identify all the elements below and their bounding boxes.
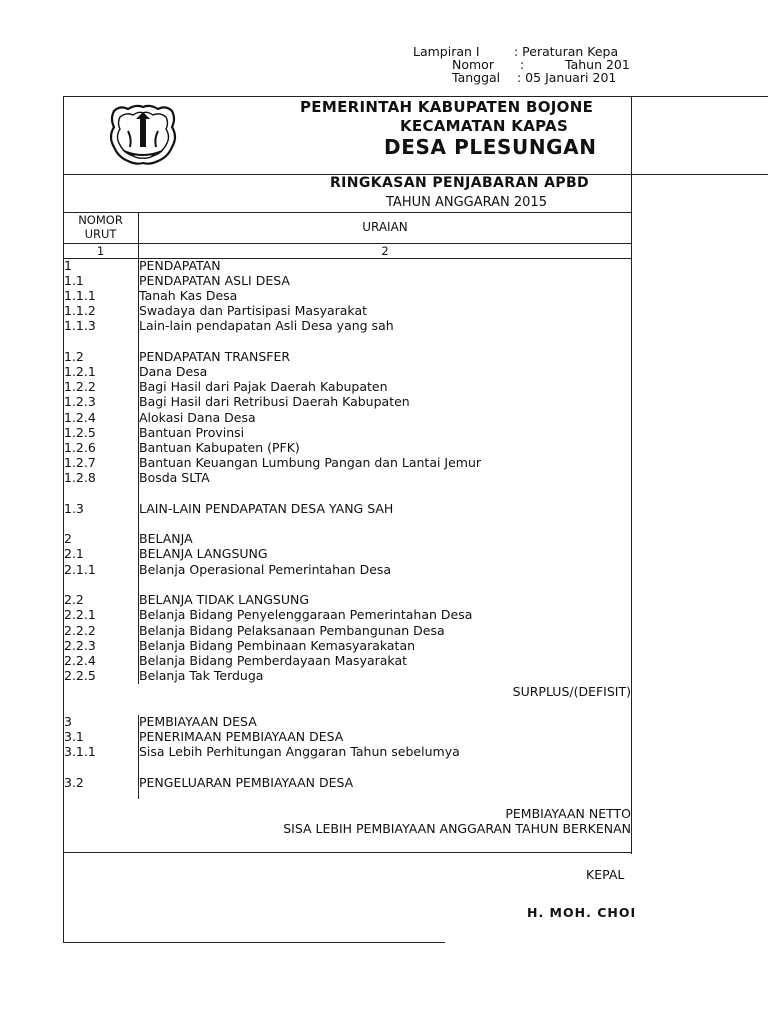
column-header-number-line1: NOMOR xyxy=(78,213,123,227)
row-description: PENDAPATAN ASLI DESA xyxy=(139,273,290,288)
row-description: PENGELUARAN PEMBIAYAAN DESA xyxy=(139,775,354,790)
row-description: Bantuan Keuangan Lumbung Pangan dan Lantai Jemur xyxy=(139,455,482,470)
table-top-border xyxy=(63,212,631,213)
nomor-colon: : xyxy=(520,57,525,72)
row-code: 2 xyxy=(64,531,72,546)
row-code: 3.2 xyxy=(64,775,84,790)
row-code: 2.2.4 xyxy=(64,653,96,668)
surplus-deficit-label: SURPLUS/(DEFISIT) xyxy=(512,684,631,699)
row-description: Bagi Hasil dari Retribusi Daerah Kabupaten xyxy=(139,394,410,409)
row-code: 1.2.5 xyxy=(64,425,96,440)
table-row xyxy=(0,501,768,516)
table-row xyxy=(0,470,768,485)
table-row xyxy=(0,258,768,273)
tanggal-label: Tanggal xyxy=(452,70,501,85)
row-description: Alokasi Dana Desa xyxy=(139,410,256,425)
row-description: BELANJA LANGSUNG xyxy=(139,546,268,561)
table-row xyxy=(0,714,768,729)
document-title: RINGKASAN PENJABARAN APBD xyxy=(330,175,590,191)
column-header-number-line2: URUT xyxy=(84,227,117,241)
lampiran-value: : Peraturan Kepa xyxy=(514,44,619,59)
row-code: 2.2.2 xyxy=(64,623,96,638)
row-code: 1.1.1 xyxy=(64,288,96,303)
silpa-label: SISA LEBIH PEMBIAYAAN ANGGARAN TAHUN BERKENAN xyxy=(283,821,631,836)
column-header-description: URAIAN xyxy=(362,220,408,234)
row-description: Belanja Bidang Pemberdayaan Masyarakat xyxy=(139,653,408,668)
row-description: Belanja Bidang Pembinaan Kemasyarakatan xyxy=(139,638,416,653)
letterhead-village: DESA PLESUNGAN xyxy=(384,135,597,159)
row-description: Bagi Hasil dari Pajak Daerah Kabupaten xyxy=(139,379,388,394)
table-row xyxy=(0,303,768,318)
row-code: 1.2.4 xyxy=(64,410,96,425)
table-row xyxy=(0,775,768,790)
row-description: Bantuan Kabupaten (PFK) xyxy=(139,440,300,455)
row-code: 1.2.2 xyxy=(64,379,96,394)
row-code: 2.1 xyxy=(64,546,84,561)
row-code: 1.1.2 xyxy=(64,303,96,318)
row-description: BELANJA TIDAK LANGSUNG xyxy=(139,592,310,607)
row-description: Belanja Bidang Penyelenggaraan Pemerintahan Desa xyxy=(139,607,473,622)
table-row xyxy=(0,607,768,622)
row-code: 1.2 xyxy=(64,349,84,364)
table-row xyxy=(0,744,768,759)
row-description: Bosda SLTA xyxy=(139,470,210,485)
table-row xyxy=(0,455,768,470)
row-code: 3.1 xyxy=(64,729,84,744)
row-description: Dana Desa xyxy=(139,364,208,379)
table-row xyxy=(0,425,768,440)
table-row xyxy=(0,562,768,577)
regency-seal-logo xyxy=(106,103,180,167)
row-code: 1.1 xyxy=(64,273,84,288)
row-description: Lain-lain pendapatan Asli Desa yang sah xyxy=(139,318,394,333)
row-code: 1.2.8 xyxy=(64,470,96,485)
table-row xyxy=(0,623,768,638)
row-code: 3 xyxy=(64,714,72,729)
table-row xyxy=(0,273,768,288)
table-row xyxy=(0,288,768,303)
row-code: 2.2.5 xyxy=(64,668,96,683)
row-code: 1.2.3 xyxy=(64,394,96,409)
row-code: 2.2.1 xyxy=(64,607,96,622)
table-row xyxy=(0,638,768,653)
table-row xyxy=(0,364,768,379)
row-code: 1.1.3 xyxy=(64,318,96,333)
table-row xyxy=(0,531,768,546)
row-description: Belanja Operasional Pemerintahan Desa xyxy=(139,562,392,577)
tanggal-value: : 05 Januari 201 xyxy=(517,70,617,85)
signature-bottom-border xyxy=(63,942,445,943)
row-description: PEMBIAYAAN DESA xyxy=(139,714,257,729)
row-description: PENDAPATAN xyxy=(139,258,221,273)
table-row xyxy=(0,394,768,409)
row-code: 1.2.6 xyxy=(64,440,96,455)
document-subtitle: TAHUN ANGGARAN 2015 xyxy=(386,195,547,210)
table-row xyxy=(0,318,768,333)
table-row xyxy=(0,410,768,425)
table-row xyxy=(0,440,768,455)
table-row xyxy=(0,653,768,668)
table-row xyxy=(0,729,768,744)
table-row xyxy=(0,668,768,683)
row-description: PENERIMAAN PEMBIAYAAN DESA xyxy=(139,729,344,744)
row-code: 2.1.1 xyxy=(64,562,96,577)
column-index-2: 2 xyxy=(381,244,389,258)
frame-top-border xyxy=(63,96,768,97)
row-code: 2.2 xyxy=(64,592,84,607)
row-code: 1.2.1 xyxy=(64,364,96,379)
table-row xyxy=(0,592,768,607)
row-description: Belanja Bidang Pelaksanaan Pembangunan Desa xyxy=(139,623,445,638)
signature-name: H. MOH. CHOI xyxy=(527,905,637,920)
row-code: 2.2.3 xyxy=(64,638,96,653)
table-row xyxy=(0,379,768,394)
table-bottom-border xyxy=(63,852,631,853)
column-index-1: 1 xyxy=(96,244,105,258)
nomor-value: Tahun 201 xyxy=(565,57,630,72)
letterhead-government: PEMERINTAH KABUPATEN BOJONE xyxy=(300,98,594,116)
row-description: Bantuan Provinsi xyxy=(139,425,245,440)
row-code: 3.1.1 xyxy=(64,744,96,759)
shield-icon xyxy=(106,103,180,167)
lampiran-label: Lampiran I xyxy=(413,44,480,59)
row-description: LAIN-LAIN PENDAPATAN DESA YANG SAH xyxy=(139,501,394,516)
row-description: BELANJA xyxy=(139,531,193,546)
row-description: Belanja Tak Terduga xyxy=(139,668,264,683)
letterhead-district: KECAMATAN KAPAS xyxy=(400,117,569,135)
row-description: PENDAPATAN TRANSFER xyxy=(139,349,291,364)
column-header-number xyxy=(63,213,138,241)
table-row xyxy=(0,546,768,561)
row-code: 1.2.7 xyxy=(64,455,96,470)
row-description: Swadaya dan Partisipasi Masyarakat xyxy=(139,303,368,318)
table-row xyxy=(0,349,768,364)
nomor-label: Nomor xyxy=(452,57,494,72)
signature-role: KEPAL xyxy=(586,867,625,882)
row-description: Sisa Lebih Perhitungan Anggaran Tahun sebelumya xyxy=(139,744,460,759)
row-code: 1 xyxy=(64,258,72,273)
row-code: 1.3 xyxy=(64,501,84,516)
pembiayaan-netto-label: PEMBIAYAAN NETTO xyxy=(505,806,631,821)
row-description: Tanah Kas Desa xyxy=(139,288,238,303)
